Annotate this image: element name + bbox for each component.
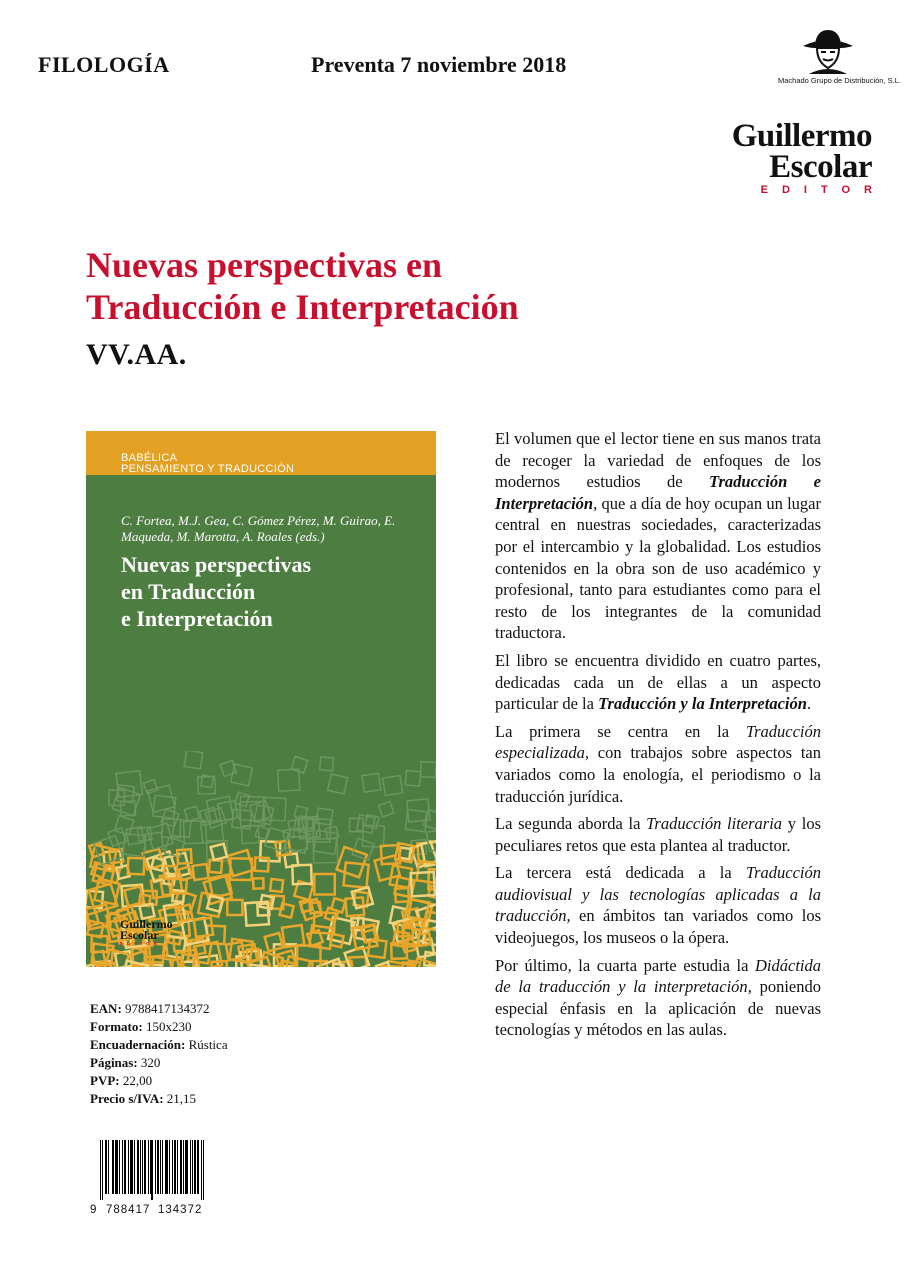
barcode-digits	[90, 1204, 210, 1216]
text-run: La primera se centra en la	[495, 721, 746, 741]
emphasis: Didáctida de la traducción y la interpretación	[495, 955, 821, 997]
description-paragraph	[495, 813, 821, 856]
spec-ean: EAN: 9788417134372	[90, 1001, 210, 1016]
text-run: Por último, la cuarta parte estudia la	[495, 955, 755, 975]
text-run: , que a día de hoy ocupan un lugar central en nuestras sociedades, caracterizadas por el intercambio y la globalidad. Los estudios contenidos en la obra son de uso académico y profesional, tanto para estudiantes como para el resto de los integrantes de la comunidad traductora.	[495, 493, 821, 643]
cover-editors: C. Fortea, M.J. Gea, C. Gómez Pérez, M. Guirao, E. Maqueda, M. Marotta, A. Roales (eds.)	[121, 513, 396, 544]
cover-title-line1: Nuevas perspectivas	[121, 552, 312, 577]
emphasis: Traducción literaria	[646, 814, 783, 834]
book-authors: VV.AA.	[86, 338, 187, 371]
description-paragraph	[495, 428, 821, 644]
cover-collection	[121, 453, 294, 475]
book-title-line1: Nuevas perspectivas en	[86, 245, 442, 285]
emphasis: Traducción especializada	[495, 721, 821, 763]
cover-title	[121, 551, 421, 632]
section-label: FILOLOGÍA	[38, 52, 170, 77]
description-paragraph	[495, 955, 821, 1041]
cover-logo-line2: Escolar	[120, 928, 159, 942]
emphasis: Traducción audiovisual y las tecnologías aplicadas a la traducción,	[495, 863, 821, 926]
spec-pvp: PVP: 22,00	[90, 1073, 153, 1088]
cover-logo-line1: Guillermo	[120, 917, 173, 931]
barcode-bars	[90, 1140, 208, 1200]
book-cover	[86, 431, 436, 967]
text-run: , poniendo especial énfasis en la aplicación de nuevas tecnologías y métodos en las aulas.	[495, 977, 821, 1040]
barcode-digits-left: 788417	[106, 1204, 151, 1216]
cover-collection-line1: BABÉLICA	[121, 452, 178, 464]
spec-price-net: Precio s/IVA: 21,15	[90, 1091, 197, 1106]
book-title	[86, 244, 519, 328]
publisher-editor-label: EDITOR	[760, 184, 886, 196]
spec-pages: Páginas: 320	[90, 1055, 161, 1070]
text-run: y los peculiares retos que esta plantea al traductor.	[495, 814, 821, 855]
barcode	[90, 1140, 210, 1216]
book-specs	[90, 1000, 228, 1108]
text-run: , con trabajos sobre aspectos tan variados como la enología, el periodismo o la traducción jurídica.	[495, 743, 821, 806]
text-run: La tercera está dedicada a la	[495, 863, 746, 883]
barcode-digits-right: 134372	[158, 1204, 203, 1216]
description-paragraph	[495, 650, 821, 715]
book-description	[495, 428, 821, 1047]
hat-man-icon	[797, 28, 859, 74]
cover-collection-line2: PENSAMIENTO Y TRADUCCIÓN	[121, 463, 295, 475]
cover-title-line3: e Interpretación	[121, 606, 273, 631]
emphasis: Traducción e Interpretación	[495, 472, 822, 513]
distributor-name: Machado Grupo de Distribución, S.L.	[778, 76, 901, 85]
publisher-name-line1: Guillermo	[731, 118, 872, 154]
spec-binding: Encuadernación: Rústica	[90, 1037, 228, 1052]
emphasis: Traducción y la Interpretación	[598, 694, 807, 714]
text-run: .	[806, 694, 812, 714]
text-run: La segunda aborda la	[495, 814, 647, 834]
text-run: El libro se encuentra dividido en cuatro partes, dedicadas cada un de ellas a un aspecto particular de la	[495, 650, 821, 714]
description-paragraph	[495, 862, 821, 948]
publisher-logo	[700, 118, 886, 196]
cover-logo-line3: EDITOR	[120, 941, 161, 946]
description-paragraph	[495, 721, 821, 807]
distributor-logo	[778, 28, 901, 85]
publisher-name-line2: Escolar	[769, 149, 872, 185]
text-run: El volumen que el lector tiene en sus manos trata de recoger la variedad de enfoques de los modernos estudios de	[495, 429, 821, 492]
spec-format: Formato: 150x230	[90, 1019, 192, 1034]
text-run: en ámbitos tan variados como los videojuegos, los museos o la ópera.	[495, 906, 821, 948]
presale-date: Preventa 7 noviembre 2018	[311, 52, 567, 77]
cover-title-line2: en Traducción	[121, 579, 256, 604]
book-title-line2: Traducción e Interpretación	[86, 287, 519, 327]
barcode-digit-first: 9	[90, 1204, 97, 1216]
cover-publisher-logo	[120, 919, 173, 947]
